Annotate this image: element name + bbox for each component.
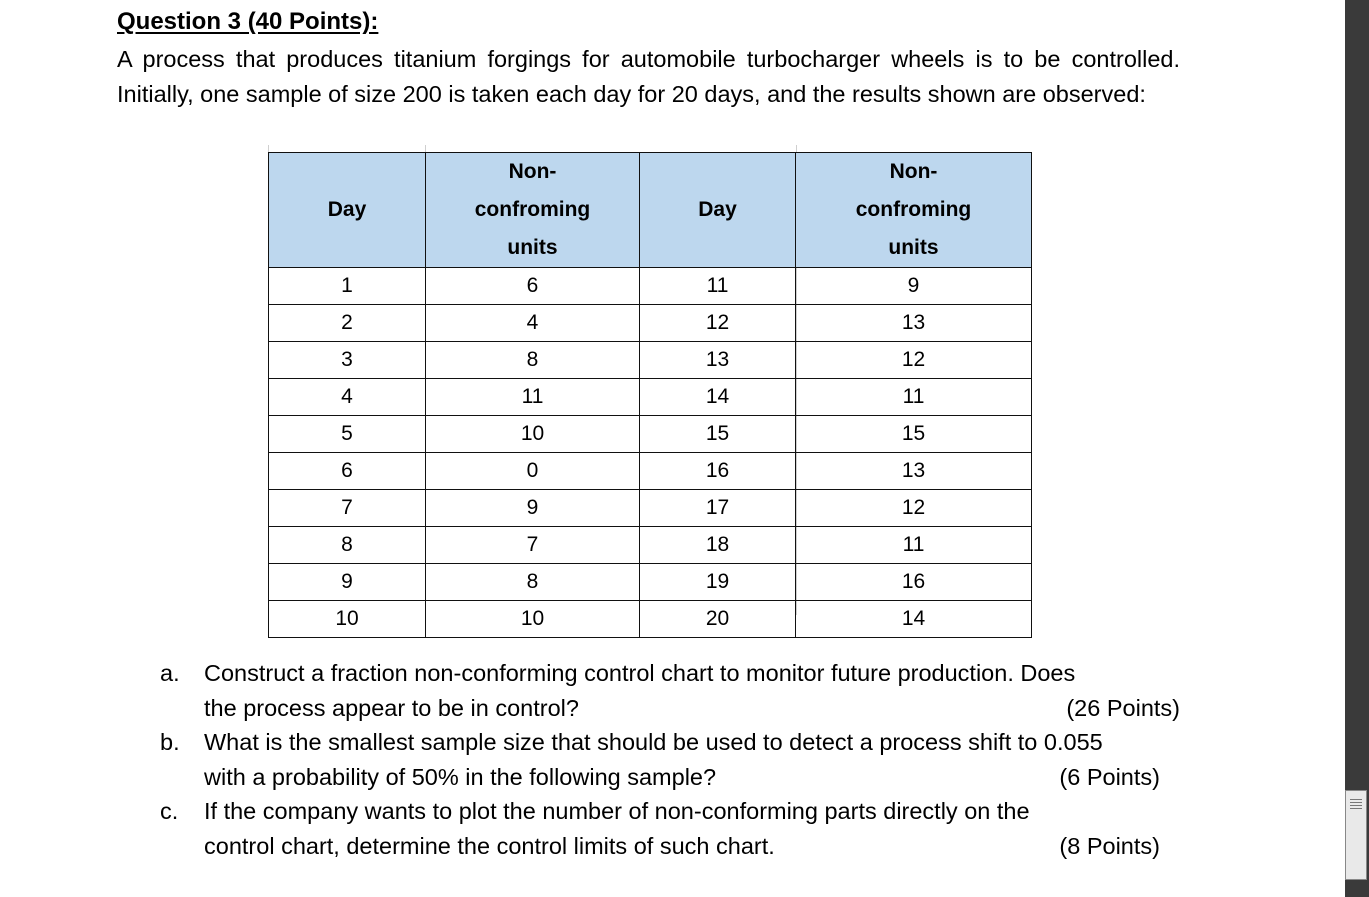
question-text-line2	[204, 691, 1180, 726]
day-cell: 12	[640, 305, 796, 342]
nonconforming-cell: 13	[796, 305, 1032, 342]
table-row	[269, 379, 1032, 416]
day-cell: 6	[269, 453, 426, 490]
nonconforming-cell: 8	[426, 342, 640, 379]
question-label: b.	[160, 729, 180, 755]
day-cell: 17	[640, 490, 796, 527]
day-cell: 9	[269, 564, 426, 601]
header-nonconforming-1: Non-confroming units	[426, 153, 640, 268]
day-cell: 16	[640, 453, 796, 490]
table-row	[269, 342, 1032, 379]
question-text: If the company wants to plot the number of non-conforming parts directly on the	[204, 798, 1030, 824]
day-cell: 19	[640, 564, 796, 601]
nonconforming-cell: 14	[796, 601, 1032, 638]
nonconforming-cell: 16	[796, 564, 1032, 601]
nonconforming-cell: 11	[426, 379, 640, 416]
question-text-line2	[204, 760, 1180, 795]
question-points: (8 Points)	[1059, 832, 1160, 859]
day-cell: 10	[269, 601, 426, 638]
question-text: the process appear to be in control?	[204, 694, 579, 721]
table-row	[269, 305, 1032, 342]
question-text: Construct a fraction non-conforming control chart to monitor future production. Does	[204, 660, 1076, 686]
day-cell: 4	[269, 379, 426, 416]
nonconforming-cell: 11	[796, 379, 1032, 416]
day-cell: 7	[269, 490, 426, 527]
table-row	[269, 268, 1032, 305]
question-label: a.	[160, 660, 180, 686]
table-row	[269, 416, 1032, 453]
nonconforming-cell: 12	[796, 490, 1032, 527]
nonconforming-cell: 10	[426, 601, 640, 638]
nonconforming-cell: 4	[426, 305, 640, 342]
question-list	[160, 656, 1180, 863]
nonconforming-cell: 6	[426, 268, 640, 305]
question-text-line2	[204, 829, 1180, 864]
day-cell: 11	[640, 268, 796, 305]
question-item	[160, 725, 1180, 794]
nonconforming-cell: 12	[796, 342, 1032, 379]
header-day-1: Day	[269, 153, 426, 268]
day-cell: 14	[640, 379, 796, 416]
nonconforming-cell: 9	[426, 490, 640, 527]
question-intro: A process that produces titanium forgings for automobile turbocharger wheels is to be controlled. Initially, one sample of size 200 is taken each day for 20 days, and the results shown are observed:	[117, 46, 1180, 107]
day-cell: 3	[269, 342, 426, 379]
question-text: with a probability of 50% in the following sample?	[204, 763, 717, 790]
day-cell: 5	[269, 416, 426, 453]
nonconforming-cell: 15	[796, 416, 1032, 453]
page-thumbnail[interactable]	[1345, 790, 1367, 880]
nonconforming-cell: 7	[426, 527, 640, 564]
table-row	[269, 490, 1032, 527]
day-cell: 13	[640, 342, 796, 379]
question-points: (26 Points)	[1066, 694, 1180, 721]
header-nonconforming-2: Non-confroming units	[796, 153, 1032, 268]
day-cell: 20	[640, 601, 796, 638]
table-header-row	[269, 153, 1032, 268]
data-table	[268, 152, 1032, 638]
question-points: (6 Points)	[1059, 763, 1160, 790]
nonconforming-cell: 0	[426, 453, 640, 490]
table-row	[269, 564, 1032, 601]
day-cell: 8	[269, 527, 426, 564]
nonconforming-cell: 9	[796, 268, 1032, 305]
day-cell: 1	[269, 268, 426, 305]
nonconforming-cell: 11	[796, 527, 1032, 564]
question-text: What is the smallest sample size that should be used to detect a process shift to 0.055	[204, 729, 1103, 755]
day-cell: 18	[640, 527, 796, 564]
day-cell: 15	[640, 416, 796, 453]
question-item	[160, 656, 1180, 725]
table-row	[269, 601, 1032, 638]
day-cell: 2	[269, 305, 426, 342]
nonconforming-cell: 13	[796, 453, 1032, 490]
question-text: control chart, determine the control limits of such chart.	[204, 832, 775, 859]
question-title: Question 3 (40 Points):	[117, 8, 379, 35]
nonconforming-cell: 10	[426, 416, 640, 453]
header-day-2: Day	[640, 153, 796, 268]
question-label: c.	[160, 798, 179, 824]
table-row	[269, 527, 1032, 564]
scrollbar-track[interactable]	[1345, 0, 1369, 897]
nonconforming-cell: 8	[426, 564, 640, 601]
table-row	[269, 453, 1032, 490]
question-item	[160, 794, 1180, 863]
